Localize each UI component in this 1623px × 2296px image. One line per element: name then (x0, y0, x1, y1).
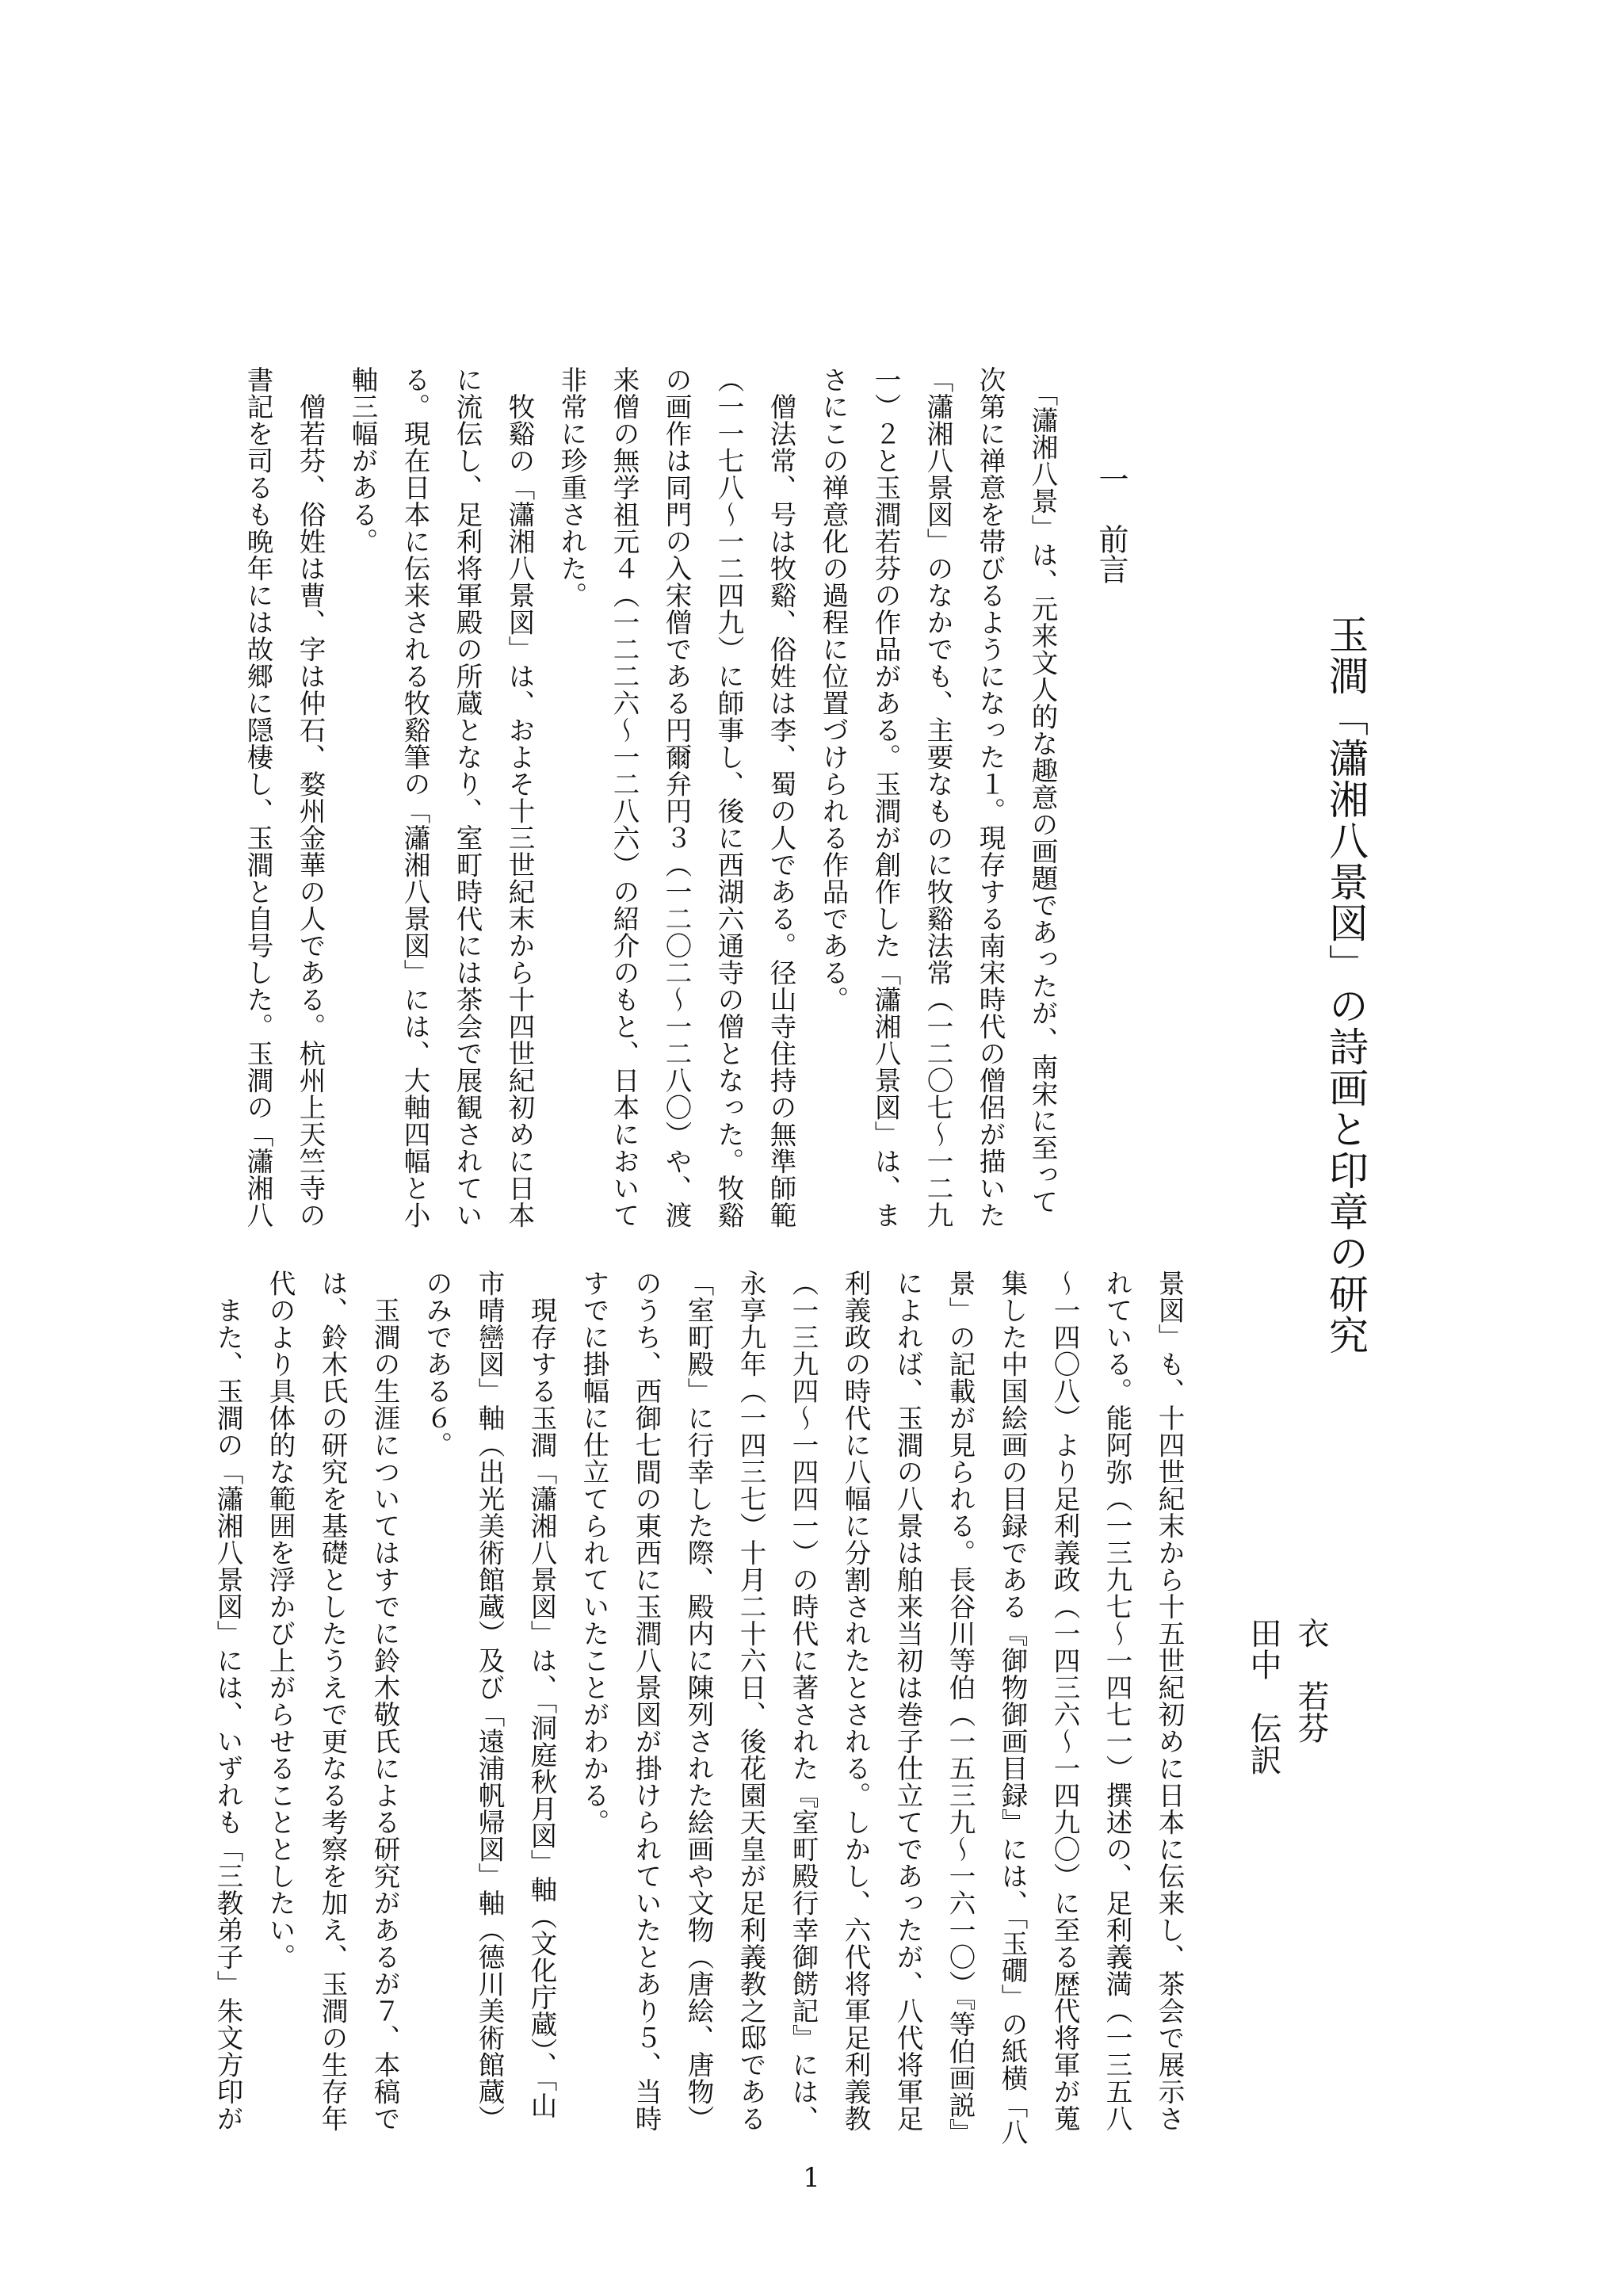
text-column: ～一四〇八）より足利義政（一四三六～一四九〇）に至る歴代将軍が蒐 (1049, 1270, 1080, 2132)
text-column: 景図」も、十四世紀末から十五世紀初めに日本に伝来し、茶会で展示さ (1154, 1270, 1185, 2132)
text-column: に流伝し、足利将軍殿の所蔵となり、室町時代には茶会で展観されてい (452, 366, 483, 1228)
text-column: 景」の記載が見られる。長谷川等伯（一五三九～一六一〇）『等伯画説』 (945, 1270, 976, 2146)
text-column: 軸三幅がある。 (347, 366, 378, 555)
body-text-upper (231, 366, 1068, 1228)
text-column: れている。能阿弥（一三九七～一四七一）撰述の、足利義満（一三五八 (1102, 1270, 1132, 2132)
text-column: 「室町殿」に行幸した際、殿内に陳列された絵画や文物（唐絵、唐物） (683, 1270, 714, 2132)
text-column: 非常に珍重された。 (556, 366, 587, 609)
text-column: のみである６。 (422, 1270, 453, 1458)
article-title: 玉澗「瀟湘八景図」の詩画と印章の研究 (1323, 614, 1369, 1356)
text-column: 牧谿の「瀟湘八景図」は、およそ十三世紀末から十四世紀初めに日本 (504, 366, 535, 1228)
text-column: 「瀟湘八景図」のなかでも、主要なものに牧谿法常（一二〇七～一二九 (922, 366, 953, 1228)
text-column: 市晴巒図」軸（出光美術館蔵）及び「遠浦帆帰図」軸（德川美術館蔵） (474, 1270, 505, 2132)
section-heading: 一 前言 (1094, 464, 1128, 584)
text-column: 「瀟湘八景」は、元来文人的な趣意の画題であったが、南宋に至って (1027, 366, 1058, 1216)
text-column: 代のより具体的な範囲を浮かび上がらせることとしたい。 (265, 1270, 296, 1970)
text-column: 次第に禅意を帯びるようになった１。現存する南宋時代の僧侶が描いた (975, 366, 1006, 1228)
text-column: 玉澗の生涯についてはすでに鈴木敬氏による研究があるが７、本稿で (369, 1270, 400, 2132)
text-column: 僧若芬、俗姓は曹、字は仲石、婺州金華の人である。杭州上天竺寺の (295, 366, 326, 1228)
translator-credit: 田中 伝訳 (1245, 1617, 1281, 1775)
text-column: 永享九年（一四三七）十月二十六日、後花園天皇が足利義教之邸である (735, 1270, 766, 2132)
text-column: 利義政の時代に八幅に分割されたとされる。しかし、六代将軍足利義教 (840, 1270, 871, 2132)
text-column: （一三九四～一四四一）の時代に著された『室町殿行幸御餝記』には、 (788, 1270, 819, 2132)
text-column: によれば、玉澗の八景は舶来当初は巻子仕立てであったが、八代将軍足 (892, 1270, 923, 2132)
text-column: 一）２と玉澗若芬の作品がある。玉澗が創作した「瀟湘八景図」は、ま (870, 366, 901, 1228)
text-column: 来僧の無学祖元４（一二二六～一二八六）の紹介のもと、日本において (609, 366, 640, 1228)
text-column: すでに掛幅に仕立てられていたことがわかる。 (579, 1270, 609, 1836)
text-column: のうち、西御七間の東西に玉澗八景図が掛けられていたとあり５、当時 (631, 1270, 662, 2132)
author-name: 衣 若芬 (1293, 1617, 1329, 1744)
text-column: 書記を司るも晩年には故郷に隠棲し、玉澗と自号した。玉澗の「瀟湘八 (242, 366, 273, 1228)
text-column: 集した中国絵画の目録である『御物御画目録』には、「玉礀」の紙横「八 (997, 1270, 1028, 2146)
text-column: の画作は同門の入宋僧である円爾弁円３（一二〇二～一二八〇）や、渡 (661, 366, 692, 1228)
text-column: 僧法常、号は牧谿、俗姓は李、蜀の人である。径山寺住持の無準師範 (766, 366, 796, 1228)
text-column: さにこの禅意化の過程に位置づけられる作品である。 (818, 366, 849, 1013)
body-text-lower (201, 1270, 1195, 2146)
page-number: 1 (803, 2162, 820, 2194)
text-column: 現存する玉澗「瀟湘八景図」は、「洞庭秋月図」軸（文化庁蔵）、「山 (526, 1270, 557, 2119)
text-column: は、鈴木氏の研究を基礎としたうえで更なる考察を加え、玉澗の生存年 (317, 1270, 348, 2132)
text-column: また、玉澗の「瀟湘八景図」には、いずれも「三教弟子」朱文方印が (212, 1270, 243, 2132)
text-column: （一一七八～一二四九）に師事し、後に西湖六通寺の僧となった。牧谿 (713, 366, 744, 1228)
text-column: る。現在日本に伝来される牧谿筆の「瀟湘八景図」には、大軸四幅と小 (399, 366, 430, 1228)
